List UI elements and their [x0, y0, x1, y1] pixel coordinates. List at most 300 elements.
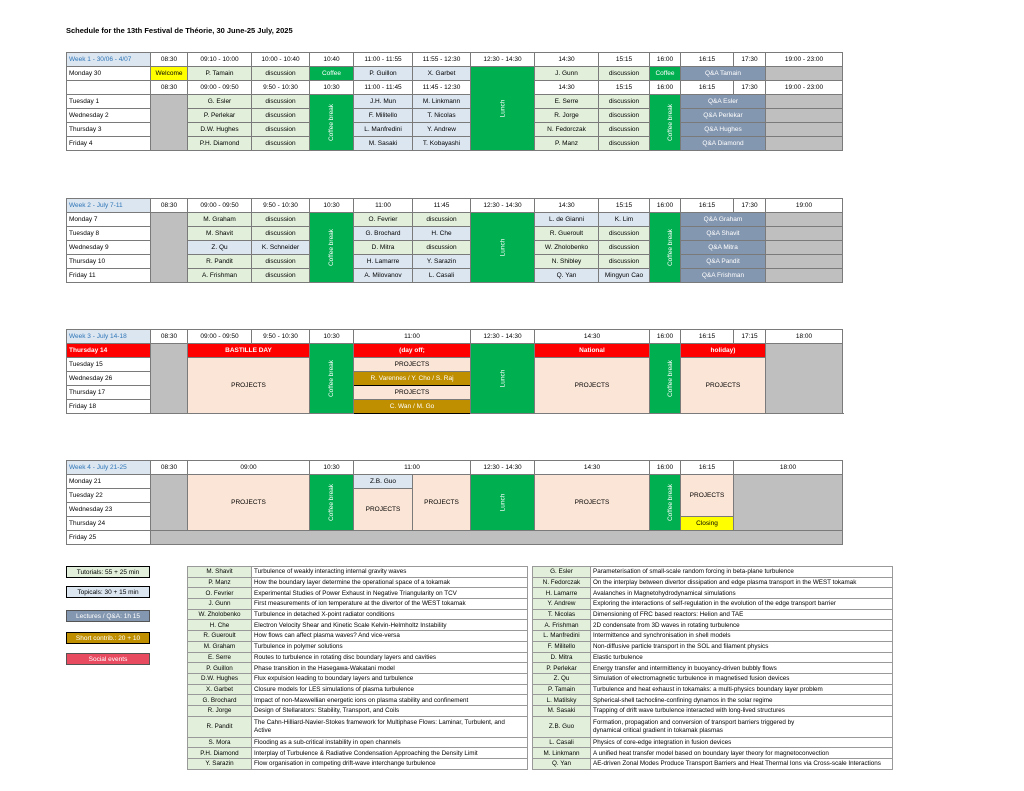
qa-cell: Q&A Esler	[681, 95, 766, 109]
qa-cell: Q&A Mitra	[681, 241, 766, 255]
projects-cell: PROJECTS	[413, 475, 471, 531]
day-label: Wednesday 2	[67, 109, 151, 123]
speaker-name: J. Gunn	[188, 599, 252, 610]
list-item	[533, 577, 893, 588]
list-item	[533, 620, 893, 631]
list-item	[188, 663, 528, 674]
empty-cell	[151, 213, 188, 283]
time-header: 14:30	[535, 199, 599, 213]
speaker-name: W. Zholobenko	[188, 609, 252, 620]
list-item	[188, 588, 528, 599]
time-header: 09:00 - 09:50	[188, 81, 252, 95]
time-header: 16:15	[681, 330, 734, 344]
time-header: 11:00 - 11:45	[354, 81, 413, 95]
list-item	[533, 759, 893, 770]
lunch-cell: Lunch	[471, 344, 535, 414]
list-item	[188, 705, 528, 716]
talk-title: Simulation of electromagnetic turbulence in magnetised fusion devices	[591, 673, 893, 684]
coffee-cell: Coffee	[310, 67, 354, 81]
time-header: 11:55 - 12:30	[413, 53, 471, 67]
session-cell: P. Manz	[535, 137, 599, 151]
speaker-name: Q. Yan	[533, 759, 591, 770]
projects-cell: PROJECTS	[354, 386, 471, 400]
time-header: 08:30	[151, 81, 188, 95]
session-cell: N. Shibley	[535, 255, 599, 269]
talk-title-line: The Cahn-Hilliard-Navier-Stokes framework for Multiphase Flows: Laminar, Turbulent, and	[254, 718, 505, 726]
projects-cell: PROJECTS	[681, 358, 766, 414]
holiday-cell: National	[535, 344, 650, 358]
talk-title: AE-driven Zonal Modes Produce Transport Barriers and Heat Thermal Ions via Cross-scale Interactions	[591, 759, 893, 770]
list-item	[188, 599, 528, 610]
speaker-name: Z.B. Guo	[533, 716, 591, 737]
table-row	[67, 67, 843, 81]
list-item	[533, 663, 893, 674]
session-cell: discussion	[599, 227, 650, 241]
coffee-break-cell: Coffee break	[310, 95, 354, 151]
session-cell: P.H. Diamond	[188, 137, 252, 151]
session-cell: L. Manfredini	[354, 123, 413, 137]
time-header: 9:50 - 10:30	[252, 81, 310, 95]
time-header: 16:00	[650, 199, 681, 213]
day-label: Thursday 10	[67, 255, 151, 269]
session-cell: discussion	[252, 213, 310, 227]
projects-cell: PROJECTS	[535, 358, 650, 414]
time-header: 10:30	[310, 330, 354, 344]
coffee-break-cell: Coffee break	[650, 95, 681, 151]
day-label: Tuesday 22	[67, 489, 151, 503]
time-header: 15:15	[599, 81, 650, 95]
holiday-cell: BASTILLE DAY	[188, 344, 310, 358]
day-label: Wednesday 9	[67, 241, 151, 255]
session-cell: J.H. Mun	[354, 95, 413, 109]
list-item	[533, 695, 893, 706]
talk-title: Dimensioning of FRC based reactors: Helion and TAE	[591, 609, 893, 620]
projects-cell: PROJECTS	[681, 475, 734, 517]
empty-cell	[766, 213, 843, 227]
list-item	[533, 588, 893, 599]
holiday-day-label: Thursday 14	[67, 344, 151, 358]
table-row	[67, 95, 843, 109]
time-header: 18:00	[734, 461, 843, 475]
time-header: 12:30 - 14:30	[471, 461, 535, 475]
speaker-name: R. Pandit	[188, 716, 252, 737]
day-label: Thursday 17	[67, 386, 151, 400]
list-item	[188, 748, 528, 759]
time-header: 14:30	[535, 330, 650, 344]
week4-header-row	[67, 461, 843, 475]
time-header: 11:00	[354, 199, 413, 213]
session-cell: H. Che	[413, 227, 471, 241]
speaker-name: G. Brochard	[188, 695, 252, 706]
table-row	[67, 475, 843, 489]
session-cell: M. Shavit	[188, 227, 252, 241]
day-label: Friday 11	[67, 269, 151, 283]
talk-title: Exploring the interactions of self-regulation in the evolution of the edge transport barrier	[591, 599, 893, 610]
session-cell: J. Gunn	[535, 67, 599, 81]
list-item	[188, 641, 528, 652]
speaker-name: D.W. Hughes	[188, 673, 252, 684]
empty-cell	[766, 123, 843, 137]
session-cell: discussion	[252, 255, 310, 269]
session-cell: P. Tamain	[188, 67, 252, 81]
speaker-name: P. Manz	[188, 577, 252, 588]
speaker-name: E. Serre	[188, 652, 252, 663]
time-header: 16:00	[650, 53, 681, 67]
lunch-cell: Lunch	[471, 213, 535, 283]
time-header: 09:00	[188, 461, 310, 475]
time-header: 08:30	[151, 199, 188, 213]
session-cell: Y. Andrew	[413, 123, 471, 137]
list-item	[533, 609, 893, 620]
session-cell: L. Casali	[413, 269, 471, 283]
speaker-name: M. Graham	[188, 641, 252, 652]
session-cell: A. Milovanov	[354, 269, 413, 283]
day-label: Friday 18	[67, 400, 151, 414]
session-cell: discussion	[599, 109, 650, 123]
coffee-break-cell: Coffee break	[310, 344, 354, 414]
speaker-name: S. Mora	[188, 737, 252, 748]
qa-cell: Q&A Pandit	[681, 255, 766, 269]
day-label: Friday 4	[67, 137, 151, 151]
session-cell: L. de Gianni	[535, 213, 599, 227]
empty-cell	[766, 241, 843, 255]
talk-title: Trapping of drift wave turbulence interacted with long-lived structures	[591, 705, 893, 716]
projects-cell: PROJECTS	[535, 475, 650, 531]
session-cell: H. Lamarre	[354, 255, 413, 269]
time-header: 16:15	[681, 81, 734, 95]
time-header: 17:30	[734, 199, 766, 213]
time-header: 08:30	[151, 53, 188, 67]
session-cell: M. Graham	[188, 213, 252, 227]
talk-title: Impact of non-Maxwellian energetic ions on plasma stability and confinement	[252, 695, 528, 706]
list-item	[188, 577, 528, 588]
session-cell: discussion	[599, 255, 650, 269]
talk-title: Spherical-shell tachocline-confining dynamos in the solar regime	[591, 695, 893, 706]
list-item	[533, 737, 893, 748]
talk-title: Parameterisation of small-scale random forcing in beta-plane turbulence	[591, 567, 893, 578]
speaker-name: M. Linkmann	[533, 748, 591, 759]
talk-title: How the boundary layer determine the operational space of a tokamak	[252, 577, 528, 588]
time-header: 14:30	[535, 53, 599, 67]
speaker-name: Y. Andrew	[533, 599, 591, 610]
week1-table	[66, 52, 843, 151]
speaker-name: N. Fedorczak	[533, 577, 591, 588]
speaker-name: G. Esler	[533, 567, 591, 578]
list-item	[533, 652, 893, 663]
talk-title: Turbulence and heat exhaust in tokamaks: a multi-physics boundary layer problem	[591, 684, 893, 695]
talk-title: Flooding as a sub-critical instability in open channels	[252, 737, 528, 748]
time-header: 11:45	[413, 199, 471, 213]
session-cell: R. Pandit	[188, 255, 252, 269]
session-cell: discussion	[599, 241, 650, 255]
day-label: Thursday 3	[67, 123, 151, 137]
empty-cell	[766, 255, 843, 269]
time-header: 09:00 - 09:50	[188, 199, 252, 213]
time-header: 16:15	[681, 461, 734, 475]
time-header: 11:00	[354, 461, 471, 475]
week2-header-row	[67, 199, 843, 213]
talk-title: A unified heat transfer model based on boundary layer theory for magnetoconvection	[591, 748, 893, 759]
talk-title: Energy transfer and intermittency in buoyancy-driven bubbly flows	[591, 663, 893, 674]
session-cell: D.W. Hughes	[188, 123, 252, 137]
day-label: Wednesday 26	[67, 372, 151, 386]
session-cell: M. Linkmann	[413, 95, 471, 109]
coffee-break-cell: Coffee break	[310, 213, 354, 283]
session-cell: G. Esler	[188, 95, 252, 109]
speaker-name: P. Perlekar	[533, 663, 591, 674]
session-cell: discussion	[413, 241, 471, 255]
talk-title: Routes to turbulence in rotating disc boundary layers and cavities	[252, 652, 528, 663]
empty-cell	[151, 475, 188, 531]
empty-cell	[734, 475, 843, 531]
social-events-key: Social events	[66, 653, 150, 665]
speaker-name: Y. Sarazin	[188, 759, 252, 770]
time-header: 9:50 - 10:30	[252, 330, 310, 344]
empty-cell	[67, 81, 151, 95]
list-item	[188, 620, 528, 631]
list-item	[188, 695, 528, 706]
list-item	[533, 673, 893, 684]
session-cell: X. Garbet	[413, 67, 471, 81]
speaker-name: H. Lamarre	[533, 588, 591, 599]
speaker-name: P. Tamain	[533, 684, 591, 695]
speaker-name: X. Garbet	[188, 684, 252, 695]
talk-title: Avalanches in Magnetohydrodynamical simulations	[591, 588, 893, 599]
day-label: Tuesday 15	[67, 358, 151, 372]
qa-cell: Q&A Diamond	[681, 137, 766, 151]
talk-title: Design of Stellarators: Stability, Transport, and Coils	[252, 705, 528, 716]
coffee-break-cell: Coffee break	[650, 344, 681, 414]
week1-header-row	[67, 53, 843, 67]
session-cell: K. Lim	[599, 213, 650, 227]
list-item	[533, 716, 893, 737]
time-header: 10:30	[310, 81, 354, 95]
session-cell: discussion	[599, 95, 650, 109]
talk-title: On the interplay between divertor dissipation and edge plasma transport in the WEST tokamak	[591, 577, 893, 588]
projects-cell: PROJECTS	[354, 358, 471, 372]
time-header: 12:30 - 14:30	[471, 330, 535, 344]
session-cell: K. Schneider	[252, 241, 310, 255]
speaker-name: O. Fevrier	[188, 588, 252, 599]
week3-header-row	[67, 330, 843, 344]
list-item	[188, 567, 528, 578]
qa-cell: Q&A Hughes	[681, 123, 766, 137]
short-contrib-cell: C. Wan / M. Go	[354, 400, 471, 414]
session-cell: discussion	[599, 67, 650, 81]
talk-title: Intermittence and synchronisation in shell models	[591, 631, 893, 642]
empty-cell	[766, 67, 843, 81]
time-header: 10:30	[310, 461, 354, 475]
session-cell: N. Fedorczak	[535, 123, 599, 137]
speaker-name: P.H. Diamond	[188, 748, 252, 759]
session-cell: P. Guillon	[354, 67, 413, 81]
day-label: Wednesday 23	[67, 503, 151, 517]
list-item	[188, 652, 528, 663]
speaker-name: L. Casali	[533, 737, 591, 748]
short-contrib-cell: R. Varennes / Y. Cho / S. Raj	[354, 372, 471, 386]
week1-header-row-2	[67, 81, 843, 95]
time-header: 16:00	[650, 81, 681, 95]
time-header: 15:15	[599, 199, 650, 213]
time-header: 12:30 - 14:30	[471, 53, 535, 67]
session-cell: discussion	[599, 123, 650, 137]
week2-table	[66, 198, 843, 283]
qa-cell: Q&A Frishman	[681, 269, 766, 283]
time-header: 12:30 - 14:30	[471, 199, 535, 213]
session-cell: discussion	[252, 137, 310, 151]
talk-title-line: Formation, propagation and conversion of transport barriers triggered by	[593, 718, 795, 726]
talks-list-left	[187, 566, 528, 770]
table-row	[67, 531, 843, 545]
day-label: Tuesday 1	[67, 95, 151, 109]
session-cell: Y. Sarazin	[413, 255, 471, 269]
coffee-break-cell: Coffee break	[310, 475, 354, 531]
speaker-name: T. Nicolas	[533, 609, 591, 620]
session-cell: W. Zholobenko	[535, 241, 599, 255]
coffee-break-cell: Coffee break	[650, 213, 681, 283]
session-cell: E. Serre	[535, 95, 599, 109]
time-header: 15:15	[599, 53, 650, 67]
lunch-cell: Lunch	[471, 67, 535, 151]
empty-cell	[766, 137, 843, 151]
session-cell: Mingyun Cao	[599, 269, 650, 283]
speaker-name: Z. Qu	[533, 673, 591, 684]
week4-label: Week 4 - July 21-25	[67, 461, 151, 475]
session-cell: R. Gueroult	[535, 227, 599, 241]
topicals-key: Topicals: 30 + 15 min	[66, 586, 150, 598]
talk-title	[252, 716, 528, 737]
empty-cell	[151, 531, 843, 545]
day-label: Thursday 24	[67, 517, 151, 531]
empty-cell	[766, 109, 843, 123]
session-cell: A. Frishman	[188, 269, 252, 283]
speaker-name: P. Guillon	[188, 663, 252, 674]
session-cell: discussion	[252, 67, 310, 81]
talk-title: Interplay of Turbulence & Radiative Condensation Approaching the Density Limit	[252, 748, 528, 759]
time-header: 11:45 - 12:30	[413, 81, 471, 95]
talks-list-right	[532, 566, 893, 770]
holiday-cell: (day off;	[354, 344, 471, 358]
session-cell: discussion	[252, 269, 310, 283]
session-cell: R. Jorge	[535, 109, 599, 123]
day-label: Monday 21	[67, 475, 151, 489]
talk-title: Physics of core-edge integration in fusion devices	[591, 737, 893, 748]
list-item	[188, 737, 528, 748]
session-cell: M. Sasaki	[354, 137, 413, 151]
session-cell: T. Nicolas	[413, 109, 471, 123]
session-cell: discussion	[599, 137, 650, 151]
week4-table	[66, 460, 843, 545]
list-item	[188, 759, 528, 770]
lunch-cell: Lunch	[471, 475, 535, 531]
talk-title-line: Active	[254, 726, 272, 734]
day-label: Tuesday 8	[67, 227, 151, 241]
qa-cell: Q&A Tamain	[681, 67, 766, 81]
list-item	[188, 631, 528, 642]
empty-cell	[151, 344, 188, 414]
speaker-name: D. Mitra	[533, 652, 591, 663]
time-header: 16:15	[681, 53, 734, 67]
talk-title: Experimental Studies of Power Exhaust in Negative Triangularity on TCV	[252, 588, 528, 599]
speaker-name: L. Manfredini	[533, 631, 591, 642]
list-item	[188, 609, 528, 620]
time-header: 17:30	[734, 53, 766, 67]
session-cell: discussion	[413, 213, 471, 227]
time-header: 14:30	[535, 81, 599, 95]
talk-title: Flux expulsion leading to boundary layers and turbulence	[252, 673, 528, 684]
table-row	[67, 344, 843, 358]
time-header: 9:50 - 10:30	[252, 199, 310, 213]
speaker-name: L. Matilsky	[533, 695, 591, 706]
time-header: 11:00 - 11:55	[354, 53, 413, 67]
list-item	[533, 748, 893, 759]
week2-label: Week 2 - July 7-11	[67, 199, 151, 213]
time-header: 10:00 - 10:40	[252, 53, 310, 67]
session-cell: G. Brochard	[354, 227, 413, 241]
session-cell: O. Fevrier	[354, 213, 413, 227]
session-cell: T. Kobayashi	[413, 137, 471, 151]
table-row	[67, 213, 843, 227]
list-item	[533, 684, 893, 695]
empty-cell	[766, 227, 843, 241]
week1-label: Week 1 - 30/06 - 4/07	[67, 53, 151, 67]
week3-table	[66, 329, 843, 414]
session-cell: discussion	[252, 123, 310, 137]
time-header: 09:00 - 09:50	[188, 330, 252, 344]
empty-cell	[766, 269, 843, 283]
empty-cell	[766, 344, 843, 414]
list-item	[188, 684, 528, 695]
talk-title: How flows can affect plasma waves? And vice-versa	[252, 631, 528, 642]
tutorials-key: Tutorials: 55 + 25 min	[66, 566, 150, 578]
time-header: 09:10 - 10:00	[188, 53, 252, 67]
time-header: 10:30	[310, 199, 354, 213]
list-item	[533, 599, 893, 610]
time-header: 10:40	[310, 53, 354, 67]
projects-cell: PROJECTS	[354, 489, 413, 531]
time-header: 19:00	[766, 199, 843, 213]
list-item	[533, 567, 893, 578]
list-item	[533, 705, 893, 716]
session-cell: Z. Qu	[188, 241, 252, 255]
week3-label: Week 3 - July 14-18	[67, 330, 151, 344]
time-header: 18:00	[766, 330, 843, 344]
time-header: 11:00	[354, 330, 471, 344]
speaker-name: H. Che	[188, 620, 252, 631]
session-cell: discussion	[252, 227, 310, 241]
speaker-name: M. Sasaki	[533, 705, 591, 716]
projects-cell: PROJECTS	[188, 358, 310, 414]
talk-title: Turbulence of weakly interacting internal gravity waves	[252, 567, 528, 578]
welcome-cell: Welcome	[151, 67, 188, 81]
time-header: 17:30	[734, 81, 766, 95]
session-cell: D. Mitra	[354, 241, 413, 255]
talk-title: Electron Velocity Shear and Kinetic Scale Kelvin-Helmholtz Instability	[252, 620, 528, 631]
time-header: 08:30	[151, 461, 188, 475]
list-item	[188, 673, 528, 684]
coffee-break-cell: Coffee break	[650, 475, 681, 531]
closing-cell: Closing	[681, 517, 734, 531]
talk-title: First measurements of ion temperature at the divertor of the WEST tokamak	[252, 599, 528, 610]
short-contrib-key: Short contrib.: 20 + 10	[66, 632, 150, 644]
talk-title-line: dynamical critical gradient in tokamak plasmas	[593, 726, 723, 734]
talk-title	[591, 716, 893, 737]
empty-cell	[151, 95, 188, 151]
time-header: 08:30	[151, 330, 188, 344]
time-header: 19:00 - 23:00	[766, 53, 843, 67]
session-cell: F. Militello	[354, 109, 413, 123]
session-cell: discussion	[252, 95, 310, 109]
